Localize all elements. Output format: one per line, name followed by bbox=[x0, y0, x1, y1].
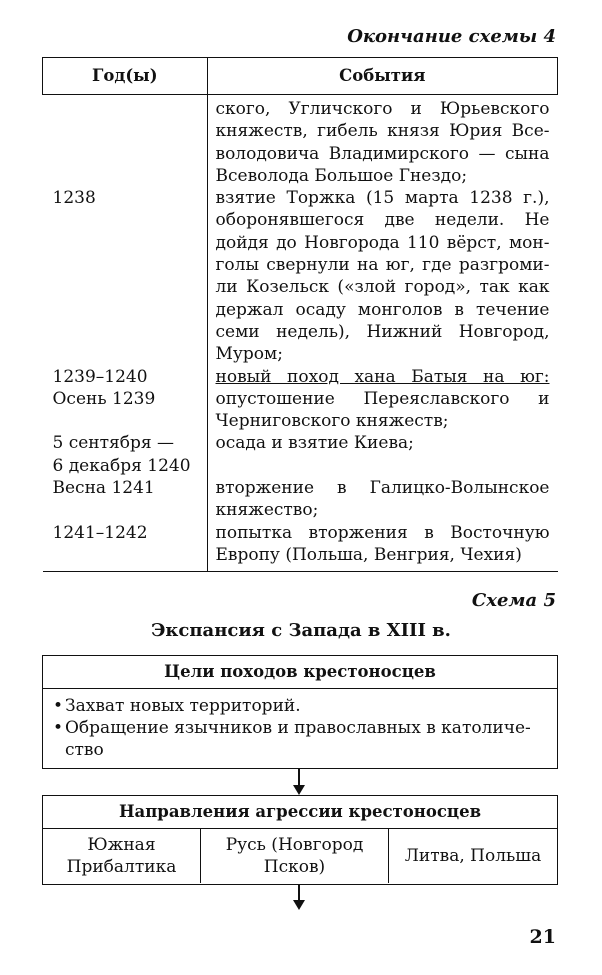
year-line bbox=[53, 299, 199, 321]
direction-label: Южная Прибалтика bbox=[66, 835, 177, 877]
event-line: новый поход хана Батыя на юг: bbox=[215, 366, 550, 387]
year-line bbox=[53, 209, 199, 231]
event-line: ли Козельск («злой город», так как bbox=[215, 277, 550, 298]
events-table bbox=[42, 57, 558, 572]
event-line: осада и взятие Киева; bbox=[215, 433, 414, 454]
year-line: 1239–1240 bbox=[52, 366, 148, 387]
year-line bbox=[53, 321, 199, 343]
event-line: княжество; bbox=[215, 500, 319, 521]
year-line: 1238 bbox=[52, 188, 96, 209]
event-line: опустошение Переяславского и bbox=[215, 388, 550, 409]
year-line bbox=[53, 165, 199, 187]
year-line bbox=[53, 143, 199, 165]
event-line: взятие Торжка (15 марта 1238 г.), bbox=[215, 188, 550, 209]
direction-cell bbox=[388, 829, 557, 883]
event-line: Всеволода Большое Гнездо; bbox=[215, 165, 468, 186]
scheme-title: Экспансия с Запада в XIII в. bbox=[151, 620, 451, 641]
event-line: держал осаду монголов в течение bbox=[215, 299, 550, 320]
event-line: Муром; bbox=[215, 344, 283, 365]
event-line: семи недель), Нижний Новгород, bbox=[215, 321, 550, 342]
event-line: Европу (Польша, Венгрия, Чехия) bbox=[215, 544, 522, 565]
directions-header: Направления агрессии крестоносцев bbox=[43, 796, 557, 829]
years-column bbox=[43, 95, 208, 572]
event-line: княжеств, гибель князя Юрия Все- bbox=[215, 121, 550, 142]
event-line bbox=[216, 455, 550, 477]
year-line: Осень 1239 bbox=[52, 388, 156, 409]
goals-box bbox=[42, 655, 558, 769]
direction-label: Русь (Новгород Псков) bbox=[225, 835, 364, 877]
events-column bbox=[207, 95, 558, 572]
event-line: Черниговского княжеств; bbox=[215, 411, 449, 432]
event-line: попытка вторжения в Восточную bbox=[215, 522, 550, 543]
arrow-down-icon bbox=[298, 768, 300, 787]
header-years: Год(ы) bbox=[43, 58, 208, 95]
scheme-label: Схема 5 bbox=[471, 590, 556, 611]
header-events: События bbox=[207, 58, 558, 95]
direction-cell bbox=[43, 829, 200, 883]
year-line bbox=[53, 499, 199, 521]
year-line bbox=[53, 98, 199, 120]
year-line bbox=[53, 232, 199, 254]
direction-label: Литва, Польша bbox=[404, 846, 542, 866]
goals-list bbox=[43, 689, 557, 761]
direction-cell bbox=[200, 829, 388, 883]
event-line: вторжение в Галицко-Волынское bbox=[215, 478, 550, 499]
event-line: ского, Угличского и Юрьевского bbox=[215, 99, 550, 119]
page-number: 21 bbox=[529, 926, 556, 948]
year-line: 5 сентября — bbox=[52, 433, 175, 454]
goal-text: Обращение язычников и православных в католиче- ство bbox=[65, 718, 531, 760]
list-item: • Захват новых территорий. bbox=[53, 695, 547, 717]
year-line bbox=[53, 343, 199, 365]
directions-row bbox=[43, 829, 557, 883]
year-line bbox=[53, 544, 199, 566]
directions-box bbox=[42, 795, 558, 885]
event-line: оборонявшегося две недели. Не bbox=[215, 210, 550, 231]
list-item bbox=[53, 717, 547, 761]
table-row bbox=[43, 95, 558, 572]
year-line bbox=[53, 276, 199, 298]
year-line bbox=[53, 120, 199, 142]
event-line: дойдя до Новгорода 110 вёрст, мон- bbox=[215, 232, 550, 253]
continuation-note: Окончание схемы 4 bbox=[347, 26, 556, 47]
event-line: володовича Владимирского — сына bbox=[215, 143, 550, 164]
year-line: 1241–1242 bbox=[52, 522, 148, 543]
event-line: голы свернули на юг, где разгроми- bbox=[215, 255, 550, 276]
arrow-down-icon bbox=[298, 884, 300, 902]
year-line bbox=[53, 410, 199, 432]
goals-header: Цели походов крестоносцев bbox=[43, 656, 557, 689]
year-line: Весна 1241 bbox=[52, 478, 155, 499]
year-line bbox=[53, 254, 199, 276]
year-line: 6 декабря 1240 bbox=[52, 455, 191, 476]
